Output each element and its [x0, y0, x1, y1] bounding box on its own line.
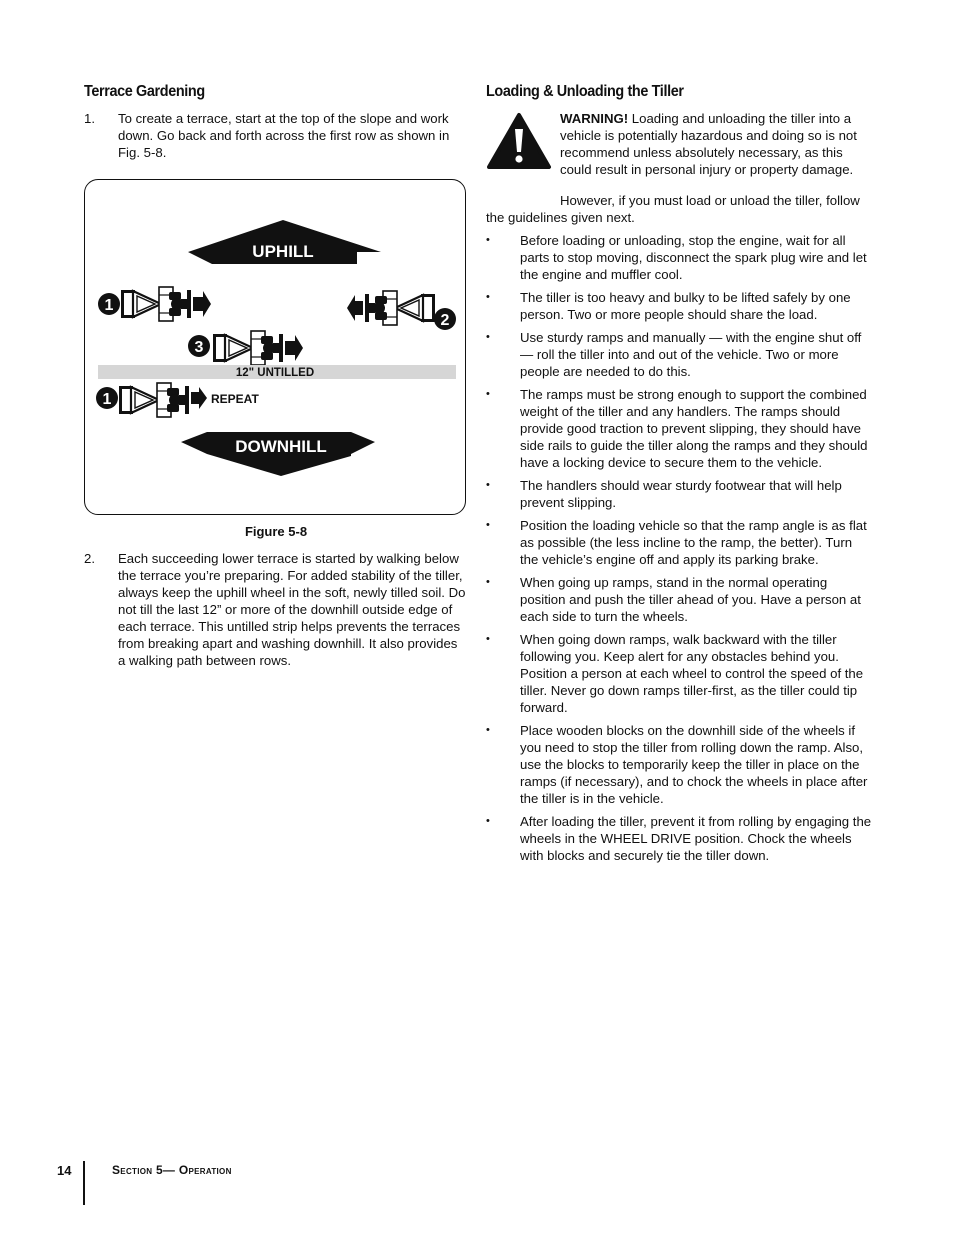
right-column [486, 82, 872, 870]
direction-arrow-right [191, 387, 207, 409]
downhill-label: DOWNHILL [235, 437, 327, 456]
list-item: • Place wooden blocks on the downhill side of the wheels if you need to stop the tiller from rolling down the ramp. Also, use the blocks to temporarily keep the tiller in place on the ramps (if necessary), and to chock the wheels in place after the tiller is in the vehicle. [486, 722, 872, 807]
step-2-label: 2 [440, 312, 450, 329]
list-text: Each succeeding lower terrace is started by walking below the terrace you’re preparing. For added stability of the tiller, always keep the uphill wheel in the soft, newly tilled soil. Do not till the last 12” or more of the downhill outside edge of each terrace. This untilled strip helps prevents the terraces from breaking apart and washing downhill. It also provides a walking path between rows. [118, 551, 466, 668]
repeat-label: REPEAT [211, 392, 259, 406]
terrace-figure [84, 179, 466, 515]
loading-heading: Loading & Unloading the Tiller [486, 83, 684, 100]
figure-caption: Figure 5-8 [244, 524, 308, 539]
untilled-label: 12" UNTILLED [235, 367, 315, 379]
list-item: • When going up ramps, stand in the normal operating position and push the tiller ahead of you. Have a person at each side to turn the wheels. [486, 574, 872, 625]
list-item: • When going down ramps, walk backward with the tiller following you. Keep alert for any obstacles behind you. Position a person at each wheel to control the speed of the tiller. Never go down ramps tiller-first, as the tiller could tip forward. [486, 631, 872, 716]
left-column [84, 82, 468, 669]
warning-block [486, 110, 872, 186]
repeat-tiller [96, 383, 207, 417]
warning-label: WARNING! [560, 111, 629, 126]
step-3-label: 3 [194, 339, 204, 356]
list-item [84, 550, 468, 669]
list-text: To create a terrace, start at the top of the slope and work down. Go back and forth across the first row as shown in Fig. 5-8. [118, 111, 450, 160]
repeat-step-label: 1 [102, 391, 112, 408]
list-item: • The ramps must be strong enough to support the combined weight of the tiller and any handlers. The ramps should provide good traction to prevent slipping, they should have side rails to guide the tiller along the ramps and they should have a locking device to secure them to the vehicle. [486, 386, 872, 471]
step-2-tiller [347, 291, 456, 330]
step-3-tiller [188, 331, 303, 365]
footer-divider [83, 1161, 85, 1205]
guidelines-list [486, 232, 872, 864]
terrace-gardening-heading: Terrace Gardening [84, 83, 205, 100]
uphill-label: UPHILL [252, 242, 314, 261]
direction-arrow-right [285, 335, 303, 361]
list-item: • Use sturdy ramps and manually — with the engine shut off — roll the tiller into and out of the vehicle. Two or more people are needed to do this. [486, 329, 872, 380]
list-number: 2. [84, 551, 95, 566]
warning-body: Loading and unloading the tiller into a vehicle is potentially hazardous and doing so is not recommend unless absolutely necessary, as this could result in personal injury or property damage. [560, 111, 857, 177]
list-item: • The tiller is too heavy and bulky to be lifted safely by one person. Two or more people should share the load. [486, 289, 872, 323]
list-item: • Position the loading vehicle so that the ramp angle is as flat as possible (the less incline to the ramp, the better). Turn the vehicle’s engine off and apply its parking brake. [486, 517, 872, 568]
however-paragraph: However, if you must load or unload the tiller, follow the guidelines given next. [486, 193, 860, 225]
list-item: • The handlers should wear sturdy footwear that will help prevent slipping. [486, 477, 872, 511]
list-item: • After loading the tiller, prevent it from rolling by engaging the wheels in the WHEEL DRIVE position. Chock the wheels with blocks and securely tie the tiller down. [486, 813, 872, 864]
direction-arrow-left [347, 295, 363, 321]
step-1-tiller [98, 287, 211, 321]
list-item: • Before loading or unloading, stop the engine, wait for all parts to stop moving, disconnect the spark plug wire and let the engine and muffler cool. [486, 232, 872, 283]
direction-arrow-right [193, 291, 211, 317]
list-number: 1. [84, 111, 95, 126]
warning-triangle-icon [486, 112, 552, 170]
section-title: Section 5— Operation [112, 1163, 232, 1177]
page-number: 14 [57, 1163, 72, 1178]
step-1-label: 1 [104, 297, 114, 314]
terrace-diagram [85, 180, 467, 516]
list-item [84, 110, 468, 161]
